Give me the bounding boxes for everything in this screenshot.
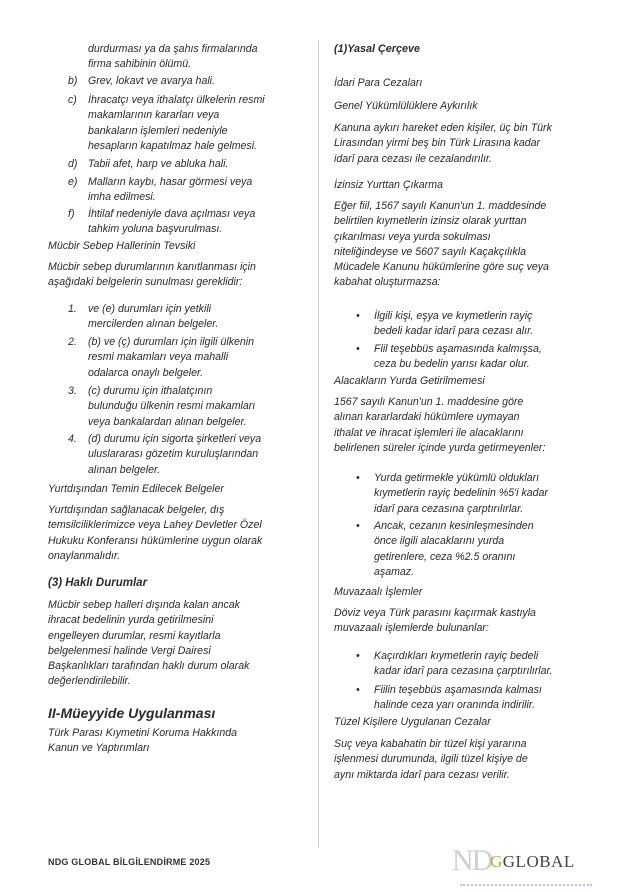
list-item-c: c) İhracatçı veya ithalatçı ülkelerin resmi makamlarının kararları veya bankaların işlemleri nedeniyle hesapların kapatılmaz hale gelmesi. bbox=[68, 94, 265, 152]
hakli-text: Mücbir sebep halleri dışında kalan ancak ihracat bedelinin yurda getirilmesini engelleyen durumlar, resmi kayıtlarla belgelenmesi halinde Vergi Dairesi Başkanlıkları tarafından haklı durum olarak değerlendirilebilir. bbox=[48, 599, 250, 688]
list-item-f: f) İhtilaf nedeniyle dava açılması veya tahkim yoluna başvurulması. bbox=[68, 208, 256, 236]
hakli-heading: (3) Haklı Durumlar bbox=[48, 577, 148, 589]
alacak-heading: Alacakların Yurda Getirilmemesi bbox=[334, 375, 485, 387]
idari-heading: İdari Para Cezaları bbox=[334, 77, 423, 89]
bullet-item: • Fiil teşebbüs aşamasında kalmışsa, ceza bu bedelin yarısı kadar olur. bbox=[356, 343, 542, 371]
tuzel-text: Suç veya kabahatin bir tüzel kişi yararına işlenmesi durumunda, ilgili tüzel kişiye de aynı miktarda idarî para cezası verilir. bbox=[334, 738, 528, 781]
numbered-item-4: 4. (d) durumu için sigorta şirketleri veya uluslararası gözetim kuruluşlarından alınan belgeler. bbox=[68, 433, 262, 476]
bullet-dot: • bbox=[356, 520, 360, 532]
bullet-item: • İlgili kişi, eşya ve kıymetlerin rayiç bedeli kadar idarî para cezası alır. bbox=[356, 310, 534, 338]
tevsik-intro: Mücbir sebep durumlarının kanıtlanması için aşağıdaki belgelerin sunulması gereklidir: bbox=[48, 261, 256, 289]
column-divider bbox=[318, 40, 319, 848]
tuzel-heading: Tüzel Kişilere Uygulanan Cezalar bbox=[334, 716, 491, 728]
bullet-item: • Ancak, cezanın kesinleşmesinden önce ilgili alacaklarını yurda getirenlere, ceza %2.5 oranını aşamaz. bbox=[356, 520, 534, 578]
section-subheading: Türk Parası Kıymetini Koruma Hakkında Kanun ve Yaptırımları bbox=[48, 727, 237, 755]
footer-text: NDG GLOBAL BİLGİLENDİRME 2025 bbox=[48, 857, 211, 867]
numbered-item-2: 2. (b) ve (ç) durumları için ilgili ülkenin resmi makamları veya mahalli odalarca onaylı belgeler. bbox=[68, 336, 255, 379]
numbered-item-3: 3. (c) durumu için ithalatçının bulunduğu ülkenin resmi makamları veya bankalardan alınan belgeler. bbox=[68, 385, 256, 428]
bullet-dot: • bbox=[356, 343, 360, 355]
izinsiz-text: Eğer fiil, 1567 sayılı Kanun'un 1. maddesinde belirtilen kıymetlerin izinsiz olarak yurttan çıkarılması veya yurda sokulması niteliğindeyse ve 5607 sayılı Kaçakçılıkla Mücadele Kanunu hükümlerine göre suç veya kabahat oluşturmazsa: bbox=[334, 200, 549, 289]
logo-nd-mark: ND bbox=[452, 844, 492, 877]
ndg-global-logo bbox=[452, 844, 602, 884]
alacak-text: 1567 sayılı Kanun'un 1. maddesine göre alınan kararlardaki hükümlere uymayan ithalat ve ihracat işlemleri ile alacaklarını belirlenen süreler içinde yurda getirmeyenler: bbox=[334, 396, 546, 454]
numbered-item-1: 1. ve (e) durumları için yetkili mercilerden alınan belgeler. bbox=[68, 303, 219, 331]
genel-heading: Genel Yükümlülüklere Aykırılık bbox=[334, 100, 478, 112]
list-item-b: b) Grev, lokavt ve avarya hali. bbox=[68, 75, 215, 87]
list-item-d: d) Tabii afet, harp ve abluka hali. bbox=[68, 158, 229, 170]
bullet-item: • Yurda getirmekle yükümlü oldukları kıymetlerin rayiç bedelinin %5'i kadar idarî para cezasına çarptırılırlar. bbox=[356, 472, 548, 515]
bullet-item: • Fiilin teşebbüs aşamasında kalması halinde ceza yarı oranında indirilir. bbox=[356, 684, 542, 712]
list-continuation: durdurması ya da şahıs firmalarında firma sahibinin ölümü. bbox=[88, 43, 258, 71]
muvazaali-text: Döviz veya Türk parasını kaçırmak kastıyla muvazaalı işlemlerde bulunanlar: bbox=[334, 607, 536, 635]
logo-wordmark: GGLOBAL bbox=[490, 852, 575, 871]
bullet-dot: • bbox=[356, 472, 360, 484]
bullet-item: • Kaçırdıkları kıymetlerin rayiç bedeli kadar idarî para cezasına çarptırılırlar. bbox=[356, 650, 553, 678]
bullet-dot: • bbox=[356, 650, 360, 662]
tevsik-heading: Mücbir Sebep Hallerinin Tevsiki bbox=[48, 240, 196, 252]
logo-dotted-underline bbox=[460, 884, 592, 888]
bullet-dot: • bbox=[356, 684, 360, 696]
genel-text: Kanuna aykırı hareket eden kişiler, üç bin Türk Lirasından yirmi beş bin Türk Lirasına kadar idarî para cezası ile cezalandırılır. bbox=[334, 122, 552, 165]
izinsiz-heading: İzinsiz Yurttan Çıkarma bbox=[334, 179, 443, 191]
muvazaali-heading: Muvazaalı İşlemler bbox=[334, 586, 423, 598]
section-heading: II-Müeyyide Uygulanması bbox=[48, 705, 216, 721]
yasal-heading: (1)Yasal Çerçeve bbox=[334, 43, 421, 55]
temin-heading: Yurtdışından Temin Edilecek Belgeler bbox=[48, 483, 224, 495]
list-item-e: e) Malların kaybı, hasar görmesi veya imha edilmesi. bbox=[68, 176, 253, 204]
bullet-dot: • bbox=[356, 310, 360, 322]
temin-text: Yurtdışından sağlanacak belgeler, dış temsilciliklerimizce veya Lahey Devletler Özel Hukuku Konferansı hükümlerine uygun olarak onaylanmalıdır. bbox=[48, 504, 263, 562]
